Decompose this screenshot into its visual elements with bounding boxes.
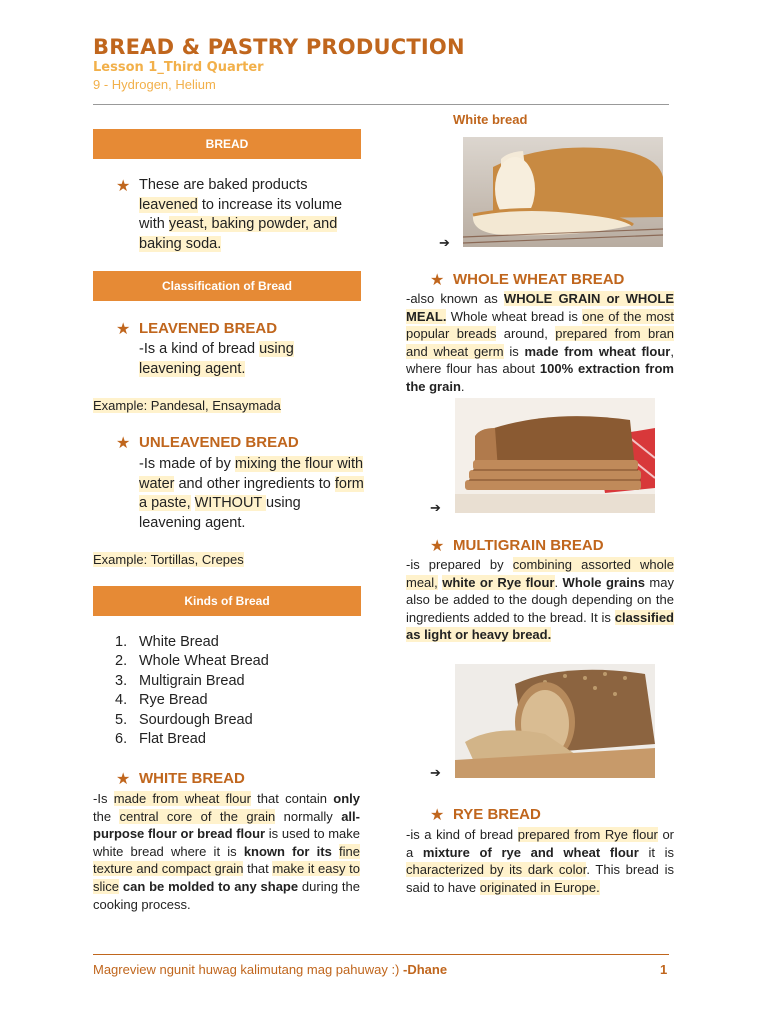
list-item: 6. Flat Bread <box>115 731 206 748</box>
bread-definition: These are baked products leavened to increase its volume with yeast, baking powder, and baking soda. <box>139 177 343 252</box>
list-item: 3. Multigrain Bread <box>115 672 245 689</box>
list-item: 1. White Bread <box>115 634 219 650</box>
star-icon: ★ <box>116 321 131 338</box>
star-icon: ★ <box>116 435 131 452</box>
bread-heading-bar: BREAD <box>93 129 361 159</box>
page-subtitle: Lesson 1_Third Quarter <box>93 60 264 75</box>
class-section: 9 - Hydrogen, Helium <box>93 77 216 92</box>
header-divider <box>93 104 669 105</box>
footer-note: Magreview ngunit huwag kalimutang mag pahuway :) -Dhane <box>93 962 448 977</box>
multigrain-title: MULTIGRAIN BREAD <box>453 537 604 554</box>
rye-description: -is a kind of bread prepared from Rye flour or a mixture of rye and wheat flour it is characterized by its dark color. This bread is said to have originated in Europe. <box>406 827 675 895</box>
whole-wheat-description: -also known as WHOLE GRAIN or WHOLE MEAL. Whole wheat bread is one of the most popular breads around, prepared from bran and wheat germ is made from wheat flour, where flour has about 100% extraction from the grain. <box>406 291 674 394</box>
multigrain-bread-image <box>455 664 655 778</box>
star-icon: ★ <box>430 272 445 289</box>
unleavened-definition: -Is made of by mixing the flour with water and other ingredients to form a paste, WITHOUT using leavening agent. <box>139 456 364 531</box>
leavened-title: LEAVENED BREAD <box>139 320 278 337</box>
kinds-list <box>115 633 269 749</box>
list-item: 5. Sourdough Bread <box>115 711 253 728</box>
white-bread-description: -Is made from wheat flour that contain only the central core of the grain normally all-purpose flour or bread flour is used to make white bread where it is known for its fine texture and compact grain that make it easy to slice can be molded to any shape during the cooking process. <box>93 791 360 912</box>
whole-wheat-title: WHOLE WHEAT BREAD <box>453 271 625 288</box>
page-title: BREAD & PASTRY PRODUCTION <box>93 35 465 59</box>
list-item: 4. Rye Bread <box>115 692 208 709</box>
rye-title: RYE BREAD <box>453 806 541 823</box>
footer-divider <box>93 954 669 955</box>
unleavened-example: Example: Tortillas, Crepes <box>93 552 244 567</box>
unleavened-title: UNLEAVENED BREAD <box>139 434 299 451</box>
white-bread-title: WHITE BREAD <box>139 770 245 787</box>
leavened-example: Example: Pandesal, Ensaymada <box>93 398 281 413</box>
leavened-definition: -Is a kind of bread using leavening agent. <box>139 341 294 377</box>
whole-wheat-bread-image <box>455 398 655 513</box>
arrow-right-icon: ➔ <box>439 235 450 250</box>
arrow-right-icon: ➔ <box>430 500 441 515</box>
star-icon: ★ <box>430 538 445 555</box>
page-number: 1 <box>660 962 668 977</box>
multigrain-description: -is prepared by combining assorted whole meal, white or Rye flour. Whole grains may also be added to the dough depending on the ingredients added to the bread. It is classified as light or heavy bread. <box>406 557 674 643</box>
star-icon: ★ <box>116 771 131 788</box>
star-icon: ★ <box>430 807 445 824</box>
white-bread-image <box>463 137 663 247</box>
classification-heading-bar: Classification of Bread <box>93 271 361 301</box>
star-icon: ★ <box>116 178 131 195</box>
list-item: 2. Whole Wheat Bread <box>115 653 269 670</box>
kinds-heading-bar: Kinds of Bread <box>93 586 361 616</box>
arrow-right-icon: ➔ <box>430 765 441 780</box>
white-bread-caption: White bread <box>453 112 528 127</box>
